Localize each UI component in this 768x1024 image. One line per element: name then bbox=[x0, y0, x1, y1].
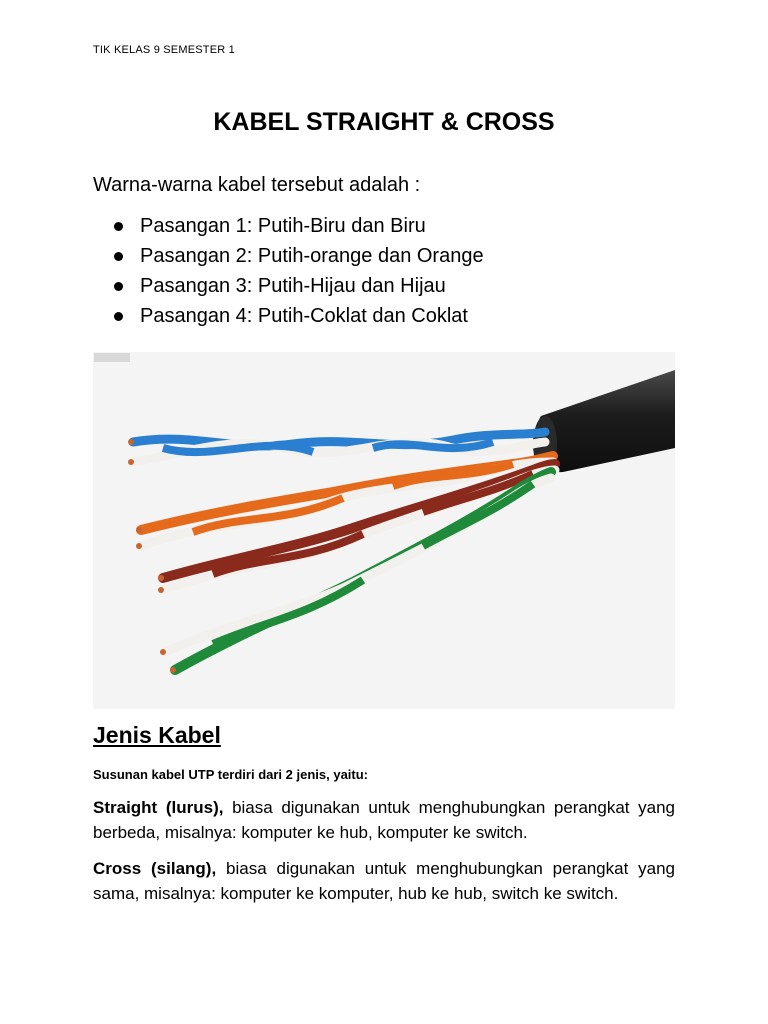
page-header: TIK KELAS 9 SEMESTER 1 bbox=[93, 44, 235, 56]
bullet-icon bbox=[114, 282, 123, 291]
section-subtitle: Susunan kabel UTP terdiri dari 2 jenis, yaitu: bbox=[93, 767, 369, 782]
list-item bbox=[112, 241, 484, 271]
pair-label: Pasangan 4: Putih-Coklat dan Coklat bbox=[140, 305, 468, 327]
bullet-icon bbox=[114, 222, 123, 231]
intro-text: Warna-warna kabel tersebut adalah : bbox=[93, 174, 421, 196]
straight-cable-paragraph bbox=[93, 795, 675, 845]
page-title: KABEL STRAIGHT & CROSS bbox=[213, 108, 555, 136]
section-title: Jenis Kabel bbox=[93, 722, 221, 748]
bullet-icon bbox=[114, 312, 123, 321]
cross-cable-paragraph bbox=[93, 856, 675, 906]
term-description: biasa digunakan untuk menghubungkan perangkat yang berbeda, misalnya: komputer ke hub, komputer ke switch. bbox=[93, 798, 675, 842]
watermark bbox=[94, 353, 130, 362]
pair-label: Pasangan 2: Putih-orange dan Orange bbox=[140, 245, 484, 267]
term-label: Straight (lurus), bbox=[93, 798, 224, 817]
bullet-icon bbox=[114, 252, 123, 261]
term-description: biasa digunakan untuk menghubungkan perangkat yang sama, misalnya: komputer ke komputer, hub ke hub, switch ke switch. bbox=[93, 859, 675, 903]
utp-cable-photo bbox=[93, 352, 675, 709]
color-pair-list bbox=[112, 211, 484, 331]
list-item bbox=[112, 211, 484, 241]
cable-illustration bbox=[93, 352, 675, 709]
pair-label: Pasangan 1: Putih-Biru dan Biru bbox=[140, 215, 426, 237]
list-item bbox=[112, 301, 484, 331]
pair-label: Pasangan 3: Putih-Hijau dan Hijau bbox=[140, 275, 446, 297]
blue-pair bbox=[133, 432, 545, 462]
list-item bbox=[112, 271, 484, 301]
copper-tips bbox=[128, 439, 176, 673]
term-label: Cross (silang), bbox=[93, 859, 217, 878]
